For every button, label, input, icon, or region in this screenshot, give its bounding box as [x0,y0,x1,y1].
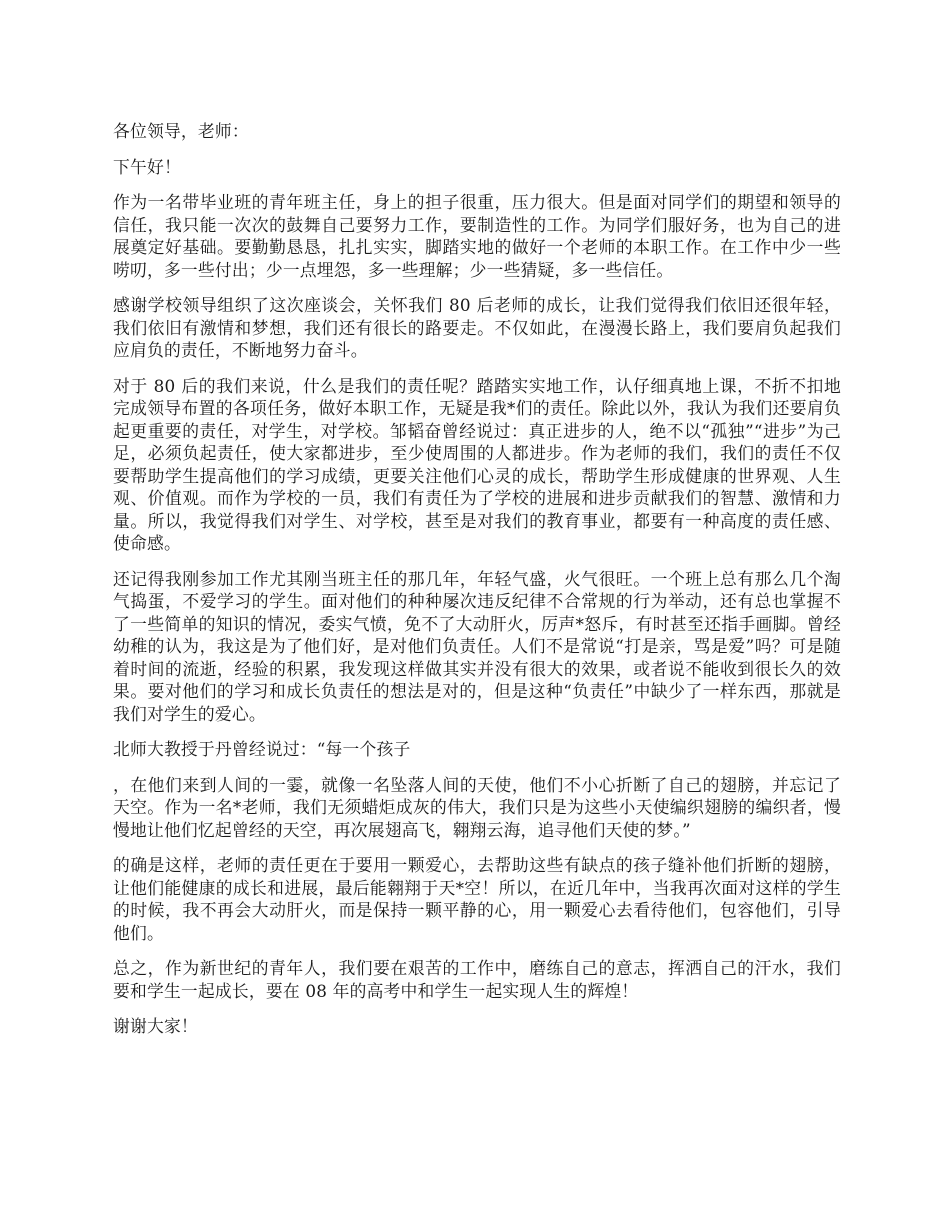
paragraph: 对于 80 后的我们来说，什么是我们的责任呢？踏踏实实地工作，认仔细真地上课，不折不扣地完成领导布置的各项任务，做好本职工作，无疑是我*们的责任。除此以外，我认为我们还要肩负起更重要的责任，对学生，对学校。邹韬奋曾经说过：真正进步的人，绝不以“孤独”“进步”为己足，必须负起责任，使大家都进步，至少使周围的人都进步。作为老师的我们，我们的责任不仅要帮助学生提高他们的学习成绩，更要关注他们心灵的成长，帮助学生形成健康的世界观、人生观、价值观。而作为学校的一员，我们有责任为了学校的进展和进步贡献我们的智慧、激情和力量。所以，我觉得我们对学生、对学校，甚至是对我们的教育事业，都要有一种高度的责任感、使命感。 [113,375,841,553]
quote-intro: 北师大教授于丹曾经说过：“每一个孩子 [113,739,411,759]
paragraph: 还记得我刚参加工作尤其刚当班主任的那几年，年轻气盛，火气很旺。一个班上总有那么几个淘气捣蛋，不爱学习的学生。面对他们的种种屡次违反纪律不合常规的行为举动，还有总也掌握不了一些简单的知识的情况，委实气愤，免不了大动肝火，厉声*怒斥，有时甚至还指手画脚。曾经幼稚的认为，我这是为了他们好，是对他们负责任。人们不是常说“打是亲，骂是爱”吗？可是随着时间的流逝，经验的积累，我发现这样做其实并没有很大的效果，或者说不能收到很长久的效果。要对他们的学习和成长负责任的想法是对的，但是这种“负责任”中缺少了一样东西，那就是我们对学生的爱心。 [113,568,841,724]
paragraph: 作为一名带毕业班的青年班主任，身上的担子很重，压力很大。但是面对同学们的期望和领导的信任，我只能一次次的鼓舞自己要努力工作，要制造性的工作。为同学们服好务，也为自己的进展奠定好基础。要勤勤恳恳，扎扎实实，脚踏实地的做好一个老师的本职工作。在工作中少一些唠叨，多一些付出；少一点埋怨，多一些理解；少一些猜疑，多一些信任。 [113,192,841,280]
quote-body: ，在他们来到人间的一霎，就像一名坠落人间的天使，他们不小心折断了自己的翅膀，并忘记了天空。作为一名*老师，我们无须蜡炬成灰的伟大，我们只是为这些小天使编织翅膀的编织者，慢慢地让他们忆起曾经的天空，再次展翅高飞，翱翔云海，追寻他们天使的梦。” [113,774,841,840]
paragraph: 感谢学校领导组织了这次座谈会，关怀我们 80 后老师的成长，让我们觉得我们依旧还很年轻，我们依旧有激情和梦想，我们还有很长的路要走。不仅如此，在漫漫长路上，我们要肩负起我们应肩负的责任，不断地努力奋斗。 [113,295,841,360]
salutation: 各位领导，老师： [113,121,249,141]
paragraph: 的确是这样，老师的责任更在于要用一颗爱心，去帮助这些有缺点的孩子缝补他们折断的翅膀，让他们能健康的成长和进展，最后能翱翔于天*空！所以，在近几年中，当我再次面对这样的学生的时候，我不再会大动肝火，而是保持一颗平静的心，用一颗爱心去看待他们，包容他们，引导他们。 [113,855,841,943]
greeting: 下午好！ [113,156,181,177]
document-body [113,120,841,1051]
closing: 谢谢大家！ [113,1016,198,1036]
conclusion: 总之，作为新世纪的青年人，我们要在艰苦的工作中，磨练自己的意志，挥洒自己的汗水，我们要和学生一起成长，要在 08 年的高考中和学生一起实现人生的辉煌！ [113,958,841,1001]
